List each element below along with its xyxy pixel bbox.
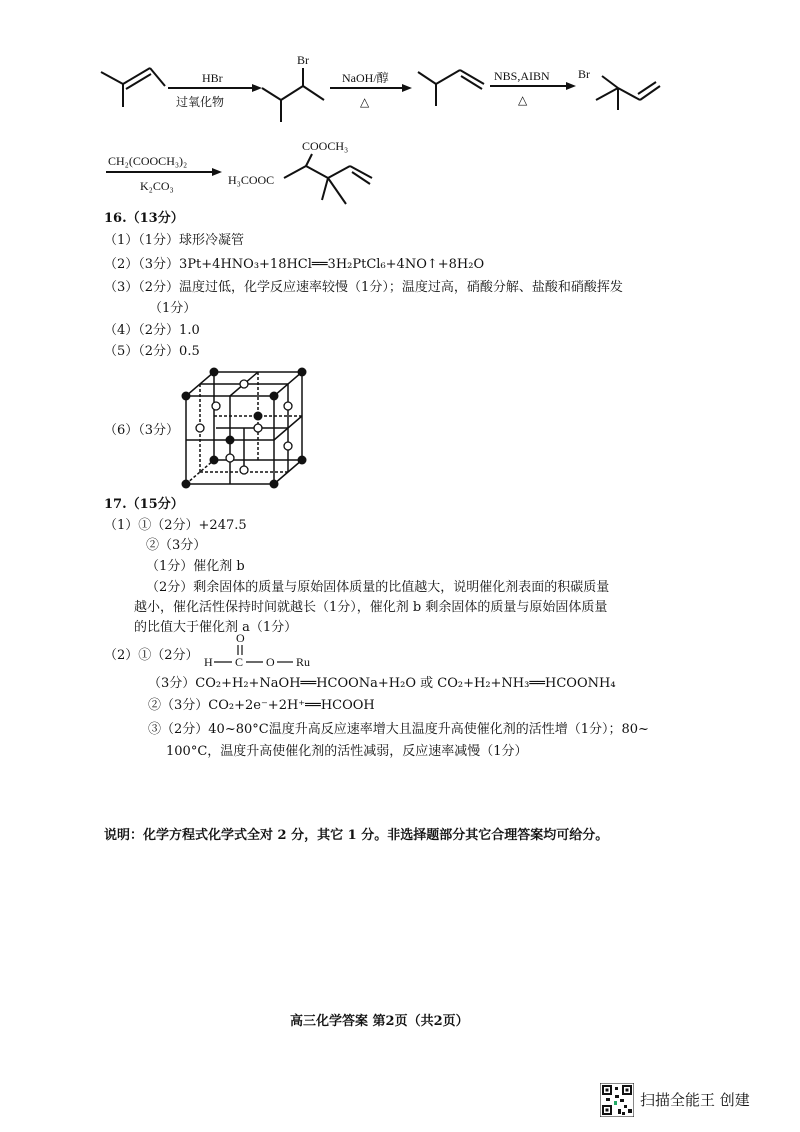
- q17-line-5: 越小，催化活性保持时间就越长（1分），催化剂 b 剩余固体的质量与原始固体质量: [134, 600, 608, 615]
- q16-line-1: （1）（1分）球形冷凝管: [104, 233, 245, 248]
- br-label-2: Br: [578, 67, 590, 81]
- q16-line-2: （2）（3分）3Pt+4HNO₃+18HCl══3H₂PtCl₆+4NO↑+8H₂O: [104, 257, 485, 272]
- scoring-note: 说明：化学方程式化学式全对 2 分，其它 1 分。非选择题部分其它合理答案均可给分。: [104, 828, 609, 843]
- q17-header: 17.（15分）: [104, 497, 184, 512]
- step2-reagent: NaOH/醇: [342, 71, 389, 85]
- q17-line-1: （1）①（2分）+247.5: [104, 518, 247, 533]
- q16-line-3: （3）（2分）温度过低，化学反应速率较慢（1分）；温度过高，硝酸分解、盐酸和硝酸挥发: [104, 280, 623, 295]
- formate-structure: [200, 632, 320, 672]
- qr-code-icon: [600, 1083, 634, 1117]
- step1-condition: 过氧化物: [176, 95, 225, 109]
- page-footer: 高三化学答案 第2页（共2页）: [290, 1014, 469, 1029]
- q17-line-11: 100°C，温度升高使催化剂的活性减弱，反应速率减慢（1分）: [166, 744, 528, 759]
- step1-reagent: HBr: [202, 71, 223, 85]
- q16-line-7: （6）（3分）: [104, 423, 180, 438]
- crystal-lattice-diagram: [176, 366, 326, 496]
- product-left-ester: H₃COOC: [228, 173, 275, 187]
- molecule-methylbutene-1: [418, 70, 484, 106]
- molecule-product: [284, 154, 372, 204]
- molecule-allyl-bromide: [596, 76, 660, 110]
- q17-line-7: （2）①（2分）: [104, 648, 199, 663]
- q16-line-5: （4）（2分）1.0: [104, 323, 200, 338]
- molecule-bromide: [262, 68, 324, 122]
- formate-h: H: [204, 655, 213, 669]
- formate-c: C: [235, 655, 244, 669]
- br-label-1: Br: [297, 53, 309, 67]
- q16-header: 16.（13分）: [104, 211, 184, 226]
- step2-condition: △: [360, 95, 370, 109]
- step3-condition: △: [518, 93, 528, 107]
- formate-o-top: O: [236, 632, 245, 645]
- watermark-text: 扫描全能王 创建: [640, 1091, 750, 1109]
- formate-o: O: [266, 655, 275, 669]
- q17-line-4: （2分）剩余固体的质量与原始固体质量的比值越大，说明催化剂表面的积碳质量: [146, 580, 610, 595]
- q17-line-2: ②（3分）: [146, 538, 207, 553]
- reaction-scheme: [0, 0, 800, 210]
- step3-reagent: NBS,AIBN: [494, 69, 550, 83]
- step4-condition: K₂CO₃: [140, 179, 174, 193]
- step4-reagent: CH₂(COOCH₃)₂: [108, 154, 188, 168]
- q17-line-10: ③（2分）40~80°C温度升高反应速率增大且温度升高使催化剂的活性增（1分）；80~: [148, 722, 649, 737]
- formate-ru: Ru: [296, 655, 311, 669]
- molecule-methylbutene: [101, 68, 165, 107]
- product-top-ester: COOCH₃: [302, 139, 349, 153]
- q16-line-6: （5）（2分）0.5: [104, 344, 200, 359]
- q16-line-4: （1分）: [149, 301, 197, 316]
- q17-line-6: 的比值大于催化剂 a（1分）: [134, 620, 298, 635]
- q17-line-9: ②（3分）CO₂+2e⁻+2H⁺══HCOOH: [148, 698, 375, 713]
- q17-line-3: （1分）催化剂 b: [146, 559, 245, 574]
- q17-line-8: （3分）CO₂+H₂+NaOH══HCOONa+H₂O 或 CO₂+H₂+NH₃══HCOONH₄: [148, 676, 616, 691]
